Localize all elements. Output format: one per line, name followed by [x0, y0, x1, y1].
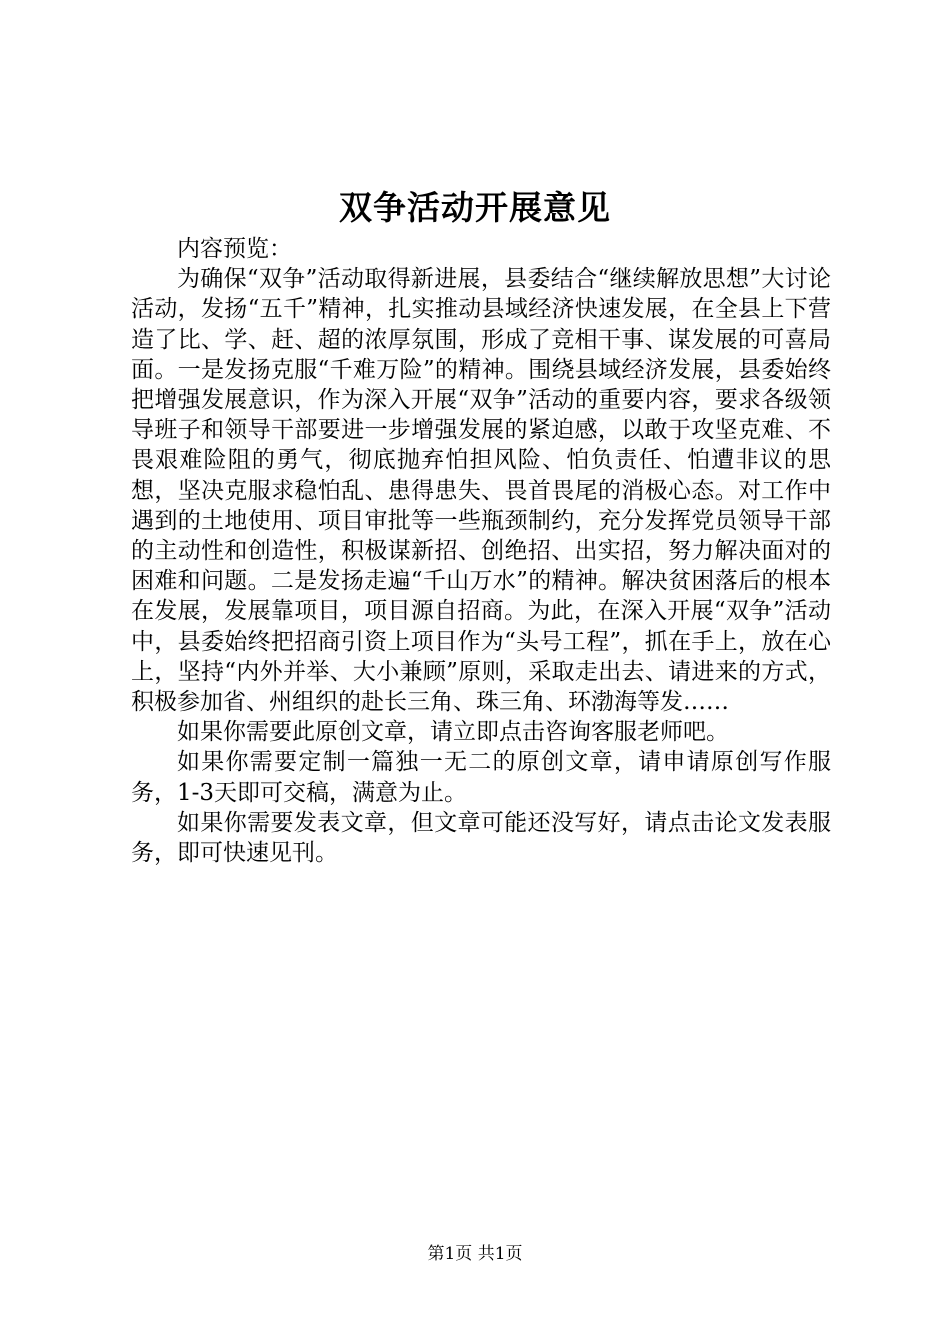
preview-label: 内容预览：	[177, 236, 292, 262]
preview-body: 为确保“双争”活动取得新进展，县委结合“继续解放思想”大讨论活动，发扬“五千”精神，扎实推动县域经济快速发展，在全县上下营造了比、学、赶、超的浓厚氛围，形成了竞相干事、谋发展的可喜局面。一是发扬克服“千难万险”的精神。围绕县域经济发展，县委始终把增强发展意识，作为深入开展“双争”活动的重要内容，要求各级领导班子和领导干部要进一步增强发展的紧迫感，以敢于攻坚克难、不畏艰难险阻的勇气，彻底抛弃怕担风险、怕负责任、怕遭非议的思想，坚决克服求稳怕乱、患得患失、畏首畏尾的消极心态。对工作中遇到的土地使用、项目审批等一些瓶颈制约，充分发挥党员领导干部的主动性和创造性，积极谋新招、创绝招、出实招，努力解决面对的困难和问题。二是发扬走遍“千山万水”的精神。解决贫困落后的根本在发展，发展靠项目，项目源自招商。为此，在深入开展“双争”活动中，县委始终把招商引资上项目作为“头号工程”，抓在手上，放在心上，坚持“内外并举、大小兼顾”原则，采取走出去、请进来的方式，积极参加省、州组织的赴长三角、珠三角、环渤海等发……	[131, 266, 831, 716]
document-content	[131, 234, 831, 868]
note-publishing-service: 如果你需要发表文章，但文章可能还没写好，请点击论文发表服务，即可快速见刊。	[131, 809, 831, 867]
page-number-footer: 第1页 共1页	[427, 1244, 523, 1264]
note-original-article: 如果你需要此原创文章，请立即点击咨询客服老师吧。	[177, 719, 729, 746]
document-title: 双争活动开展意见	[339, 188, 611, 227]
note-custom-writing: 如果你需要定制一篇独一无二的原创文章，请申请原创写作服务，1-3天即可交稿，满意为止。	[131, 749, 831, 806]
